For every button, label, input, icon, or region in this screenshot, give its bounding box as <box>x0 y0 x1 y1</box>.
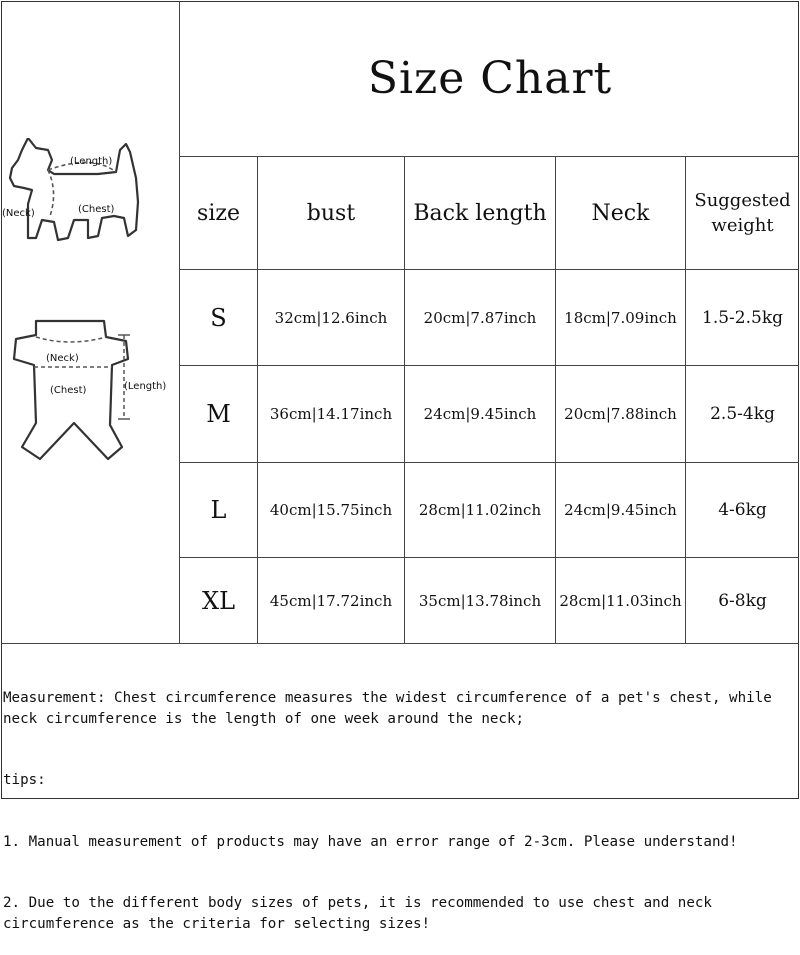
measurement-note: Measurement: Chest circumference measures the widest circumference of a pet's chest, while neck circumference is the length of one week around the neck; <box>3 690 781 727</box>
neck-cell: 28cm|11.03inch <box>559 591 682 610</box>
tips-label: tips: <box>3 772 46 788</box>
weight-cell: 4-6kg <box>718 500 767 520</box>
garment-neck-label: (Neck) <box>46 353 79 364</box>
header-bust: bust <box>306 200 356 226</box>
size-cell: S <box>210 303 227 332</box>
back-length-cell: 28cm|11.02inch <box>418 501 542 519</box>
weight-cell: 1.5-2.5kg <box>702 307 783 328</box>
bust-cell: 36cm|14.17inch <box>269 405 393 423</box>
garment-length-label: (Length) <box>124 381 167 392</box>
back-length-cell: 35cm|13.78inch <box>418 591 542 610</box>
pet-garment-icon <box>10 315 178 463</box>
chest-label: (Chest) <box>78 204 115 215</box>
bust-cell: 40cm|15.75inch <box>269 501 393 519</box>
header-neck: Neck <box>591 200 650 226</box>
notes-section <box>3 647 798 955</box>
weight-cell: 2.5-4kg <box>710 404 775 424</box>
weight-cell: 6-8kg <box>718 590 767 611</box>
size-cell: XL <box>201 586 236 615</box>
notes-divider <box>1 643 799 644</box>
back-length-cell: 20cm|7.87inch <box>423 308 537 327</box>
tip-item: 1. Manual measurement of products may have an error range of 2-3cm. Please understand! <box>3 833 738 850</box>
header-back-length: Back length <box>413 200 547 226</box>
back-length-cell: 24cm|9.45inch <box>423 405 537 423</box>
header-size: size <box>197 200 240 226</box>
bust-cell: 45cm|17.72inch <box>269 591 393 610</box>
tip-item: 2. Due to the different body sizes of pets, it is recommended to use chest and neck circumference as the criteria for selecting sizes! <box>3 895 721 932</box>
size-cell: M <box>206 400 231 428</box>
garment-chest-label: (Chest) <box>50 385 87 396</box>
neck-cell: 18cm|7.09inch <box>564 308 677 327</box>
size-cell: L <box>210 496 227 524</box>
neck-cell: 20cm|7.88inch <box>564 405 677 423</box>
length-label: (Length) <box>70 156 113 167</box>
neck-label: (Neck) <box>2 208 35 219</box>
neck-cell: 24cm|9.45inch <box>564 501 677 519</box>
bust-cell: 32cm|12.6inch <box>274 308 388 327</box>
page-title: Size Chart <box>367 53 613 104</box>
dog-silhouette-icon <box>2 138 178 248</box>
header-suggested-weight: Suggested weight <box>694 190 791 236</box>
